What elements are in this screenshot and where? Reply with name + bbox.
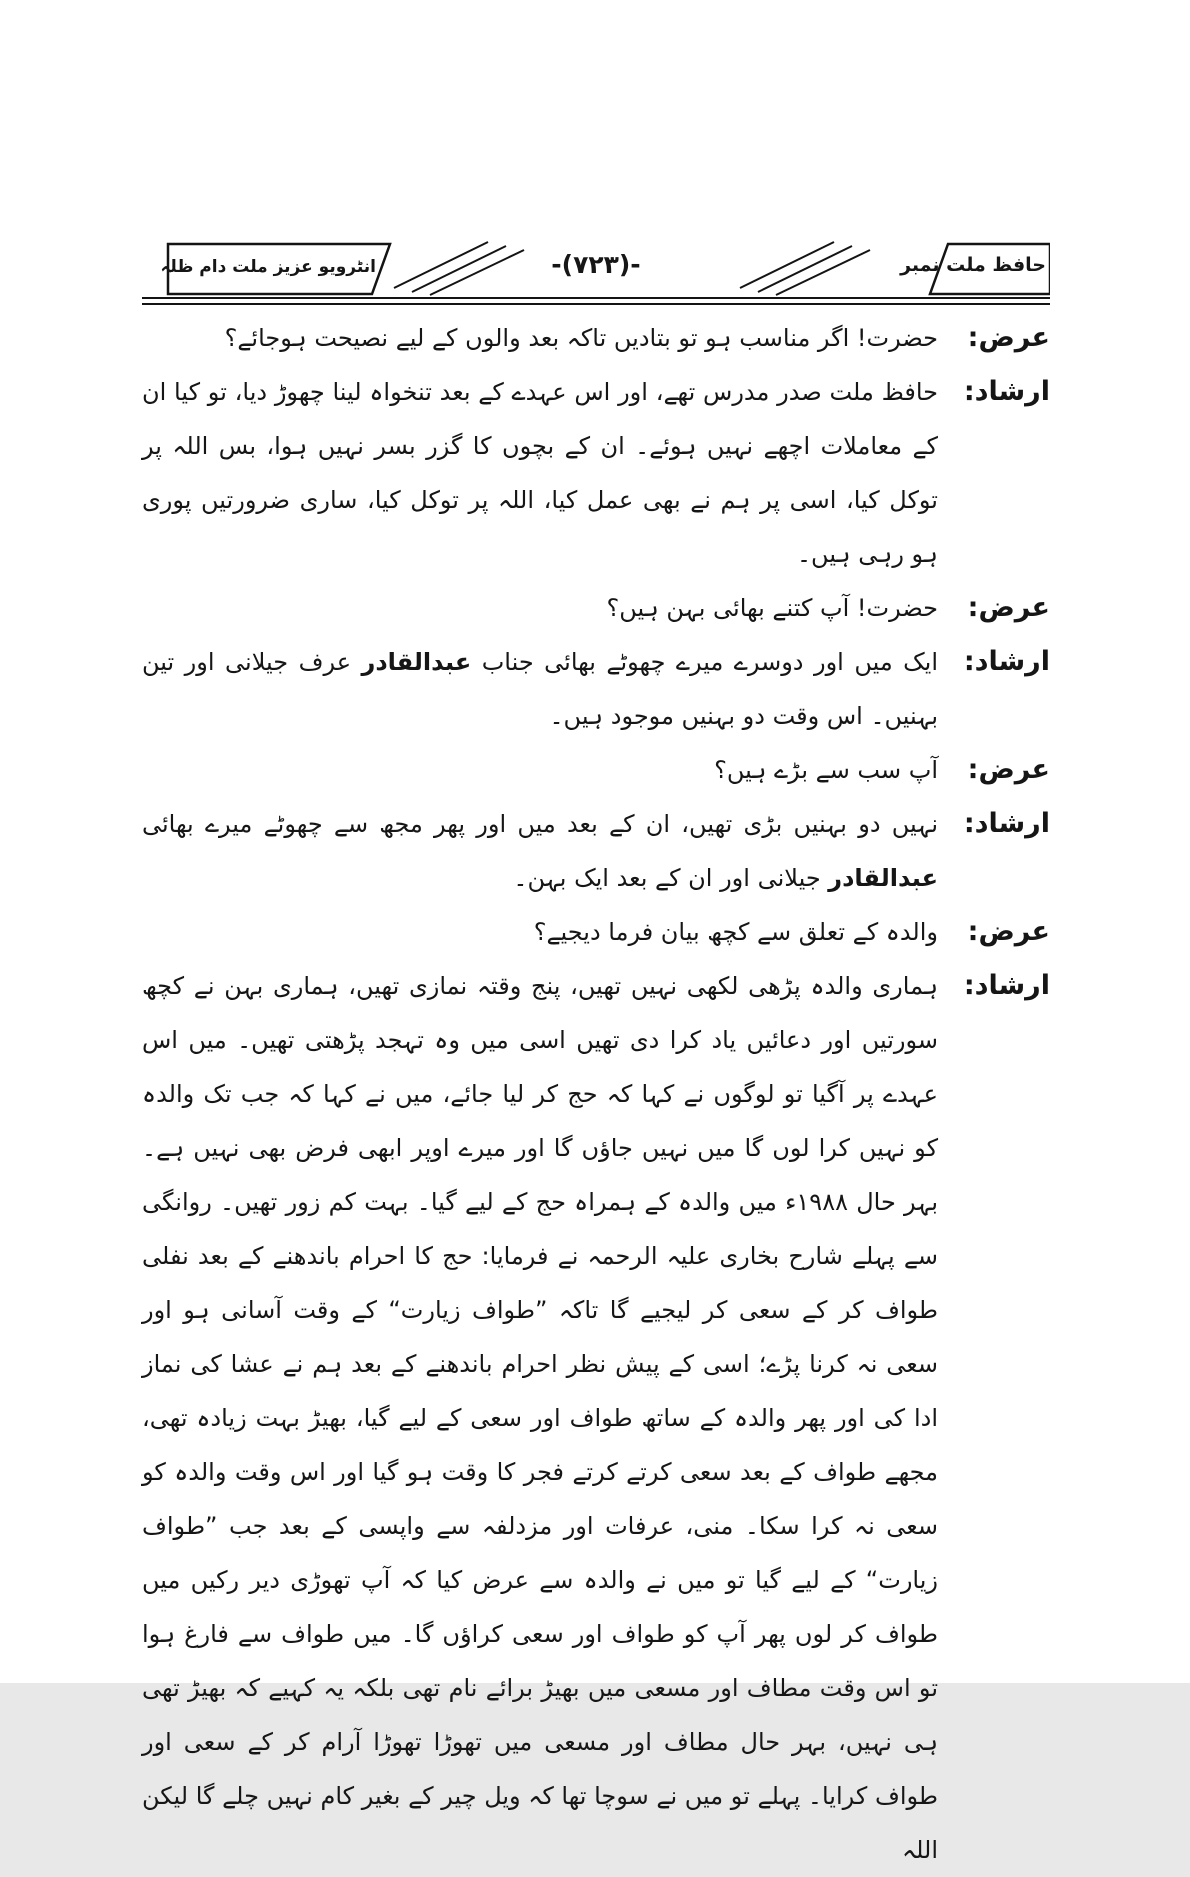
question-block bbox=[142, 743, 1050, 797]
answer-text-segment: ایک میں اور دوسرے میرے چھوٹے بھائی جناب bbox=[471, 648, 938, 676]
question-block bbox=[142, 905, 1050, 959]
interview-dialogue bbox=[142, 305, 1050, 1877]
question-label: عرض: bbox=[967, 322, 1050, 353]
answer-text bbox=[142, 797, 938, 905]
question-text: حضرت! اگر مناسب ہو تو بتادیں تاکہ بعد والوں کے لیے نصیحت ہوجائے؟ bbox=[224, 324, 938, 352]
question-block bbox=[142, 581, 1050, 635]
answer-text: ہماری والدہ پڑھی لکھی نہیں تھیں، پنج وقتہ نمازی تھیں، ہماری بہن نے کچھ سورتیں اور دعائیں یاد کرا دی تھیں اسی میں وہ تہجد پڑھتی تھیں۔ میں اس عہدے پر آگیا تو لوگوں نے کہا کہ حج کر لیا جائے، میں نے کہا کہ جب تک والدہ کو نہیں کرا لوں گا میں نہیں جاؤں گا اور میرے اوپر ابھی فرض بھی نہیں ہے۔ بہر حال ۱۹۸۸ء میں والدہ کے ہمراہ حج کے لیے گیا۔ بہت کم زور تھیں۔ روانگی سے پہلے شارح بخاری علیہ الرحمہ نے فرمایا: حج کا احرام باندھنے کے بعد نفلی طواف کر کے سعی کر لیجیے گا تاکہ ”طواف زیارت“ کے وقت آسانی ہو اور سعی نہ کرنا پڑے؛ اسی کے پیش نظر احرام باندھنے کے بعد ہم نے عشا کی نماز ادا کی اور پھر والدہ کے ساتھ طواف اور سعی کے لیے گیا، بھیڑ بہت زیادہ تھی، مجھے طواف کے بعد سعی کرتے کرتے فجر کا وقت ہو گیا اور اس وقت والدہ کو سعی نہ کرا سکا۔ منی، عرفات اور مزدلفہ سے واپسی کے بعد جب ”طواف زیارت“ کے لیے گیا تو میں نے والدہ سے عرض کیا کہ آپ تھوڑی دیر رکیں میں طواف کر لوں پھر آپ کو طواف اور سعی کراؤں گا۔ میں طواف سے فارغ ہوا تو اس وقت مطاف اور مسعی میں بھیڑ برائے نام تھی بلکہ یہ کہیے کہ بھیڑ تھی ہی نہیں، بہر حال مطاف اور مسعی میں تھوڑا تھوڑا آرام کر کے سعی اور طواف کرایا۔ پہلے تو میں نے سوچا تھا کہ ویل چیر کے بغیر کام نہیں چلے گا لیکن اللہ bbox=[142, 972, 939, 1864]
question-block bbox=[142, 311, 1050, 365]
header-double-rule bbox=[142, 297, 1050, 305]
question-label: عرض: bbox=[967, 916, 1050, 947]
answer-text-bold-name: عبدالقادر bbox=[361, 648, 472, 676]
header-right-title: حافظ ملت نمبر bbox=[900, 254, 1046, 276]
answer-block bbox=[142, 635, 1050, 743]
answer-text: حافظ ملت صدر مدرس تھے، اور اس عہدے کے بعد تنخواہ لینا چھوڑ دیا، تو کیا ان کے معاملات اچھے نہیں ہوئے۔ ان کے بچوں کا گزر بسر نہیں ہوا، بس اللہ پر توکل کیا، اسی پر ہم نے بھی عمل کیا، اللہ پر توکل کیا، ساری ضرورتیں پوری ہو رہی ہیں۔ bbox=[142, 378, 938, 568]
question-text: حضرت! آپ کتنے بھائی بہن ہیں؟ bbox=[606, 594, 938, 622]
answer-block bbox=[142, 797, 1050, 905]
answer-block bbox=[142, 365, 1050, 581]
answer-text-segment: عرف جیلانی اور تین بہنیں۔ اس وقت دو بہنیں موجود ہیں۔ bbox=[142, 648, 938, 730]
answer-label: ارشاد: bbox=[963, 808, 1050, 839]
answer-label: ارشاد: bbox=[963, 970, 1050, 1001]
answer-text-segment: جیلانی اور ان کے بعد ایک بہن۔ bbox=[513, 864, 829, 892]
answer-text-segment: نہیں دو بہنیں بڑی تھیں، ان کے بعد میں اور پھر مجھ سے چھوٹے میرے بھائی bbox=[142, 810, 938, 838]
answer-text-bold-name: عبدالقادر bbox=[828, 864, 938, 892]
answer-label: ارشاد: bbox=[963, 376, 1050, 407]
answer-text bbox=[142, 635, 938, 743]
answer-label: ارشاد: bbox=[963, 646, 1050, 677]
page-header-banner bbox=[142, 238, 1050, 296]
page-number: -(۷۲۳)- bbox=[551, 250, 641, 279]
question-text: آپ سب سے بڑے ہیں؟ bbox=[714, 756, 938, 784]
question-text: والدہ کے تعلق سے کچھ بیان فرما دیجیے؟ bbox=[533, 918, 938, 946]
header-left-title: انٹرویو عزیز ملت دام ظلہ bbox=[160, 257, 376, 277]
question-label: عرض: bbox=[967, 592, 1050, 623]
question-label: عرض: bbox=[967, 754, 1050, 785]
answer-block bbox=[142, 959, 1050, 1877]
